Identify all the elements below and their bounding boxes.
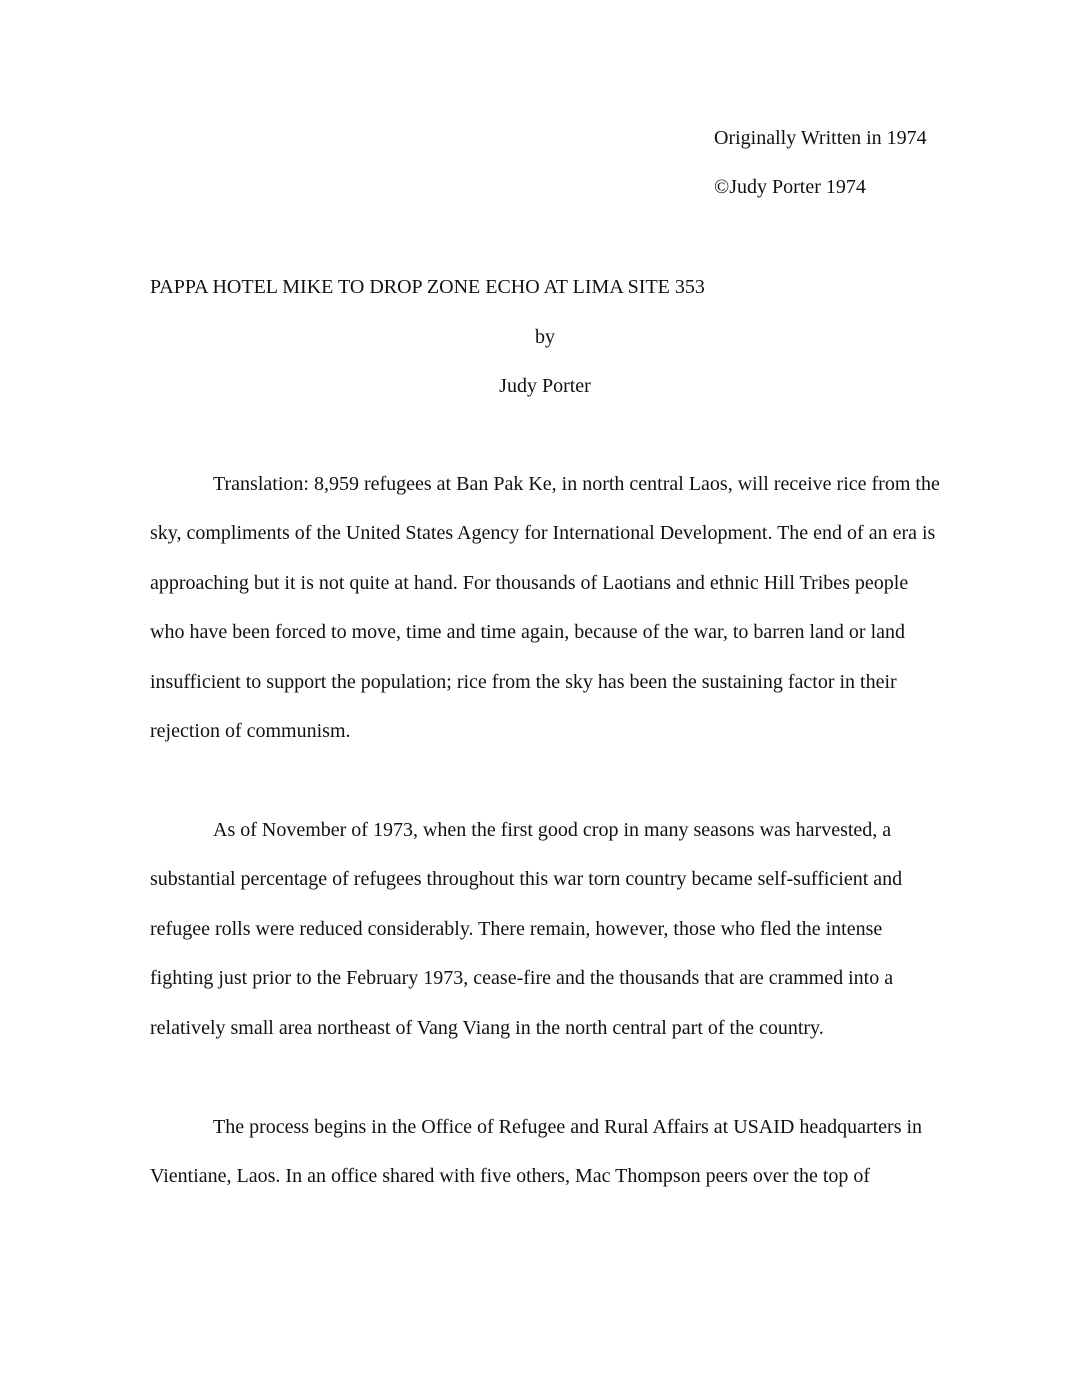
- copyright-note: ©Judy Porter 1974: [714, 176, 866, 198]
- byline: by: [535, 326, 555, 348]
- paragraph-2: As of November of 1973, when the first good crop in many seasons was harvested, a substantial percentage of refugees throughout this war torn country became self-sufficient and refugee rolls were reduced considerably. There remain, however, those who fled the intense fighting just prior to the February 1973, cease-fire and the thousands that are crammed into a relatively small area northeast of Vang Viang in the north central part of the country.: [150, 819, 903, 1039]
- paragraph-1: Translation: 8,959 refugees at Ban Pak Ke, in north central Laos, will receive rice from the sky, compliments of the United States Agency for International Development. The end of an era is approaching but it is not quite at hand. For thousands of Laotians and ethnic Hill Tribes people who have been forced to move, time and time again, because of the war, to barren land or land insufficient to support the population; rice from the sky has been the sustaining factor in their rejection of communism.: [150, 473, 940, 743]
- document-title: PAPPA HOTEL MIKE TO DROP ZONE ECHO AT LIMA SITE 353: [150, 276, 705, 298]
- originally-written-note: Originally Written in 1974: [714, 127, 927, 149]
- author-name: Judy Porter: [499, 375, 591, 397]
- paragraph-3: The process begins in the Office of Refugee and Rural Affairs at USAID headquarters in Vientiane, Laos. In an office shared with five others, Mac Thompson peers over the top of: [150, 1116, 923, 1188]
